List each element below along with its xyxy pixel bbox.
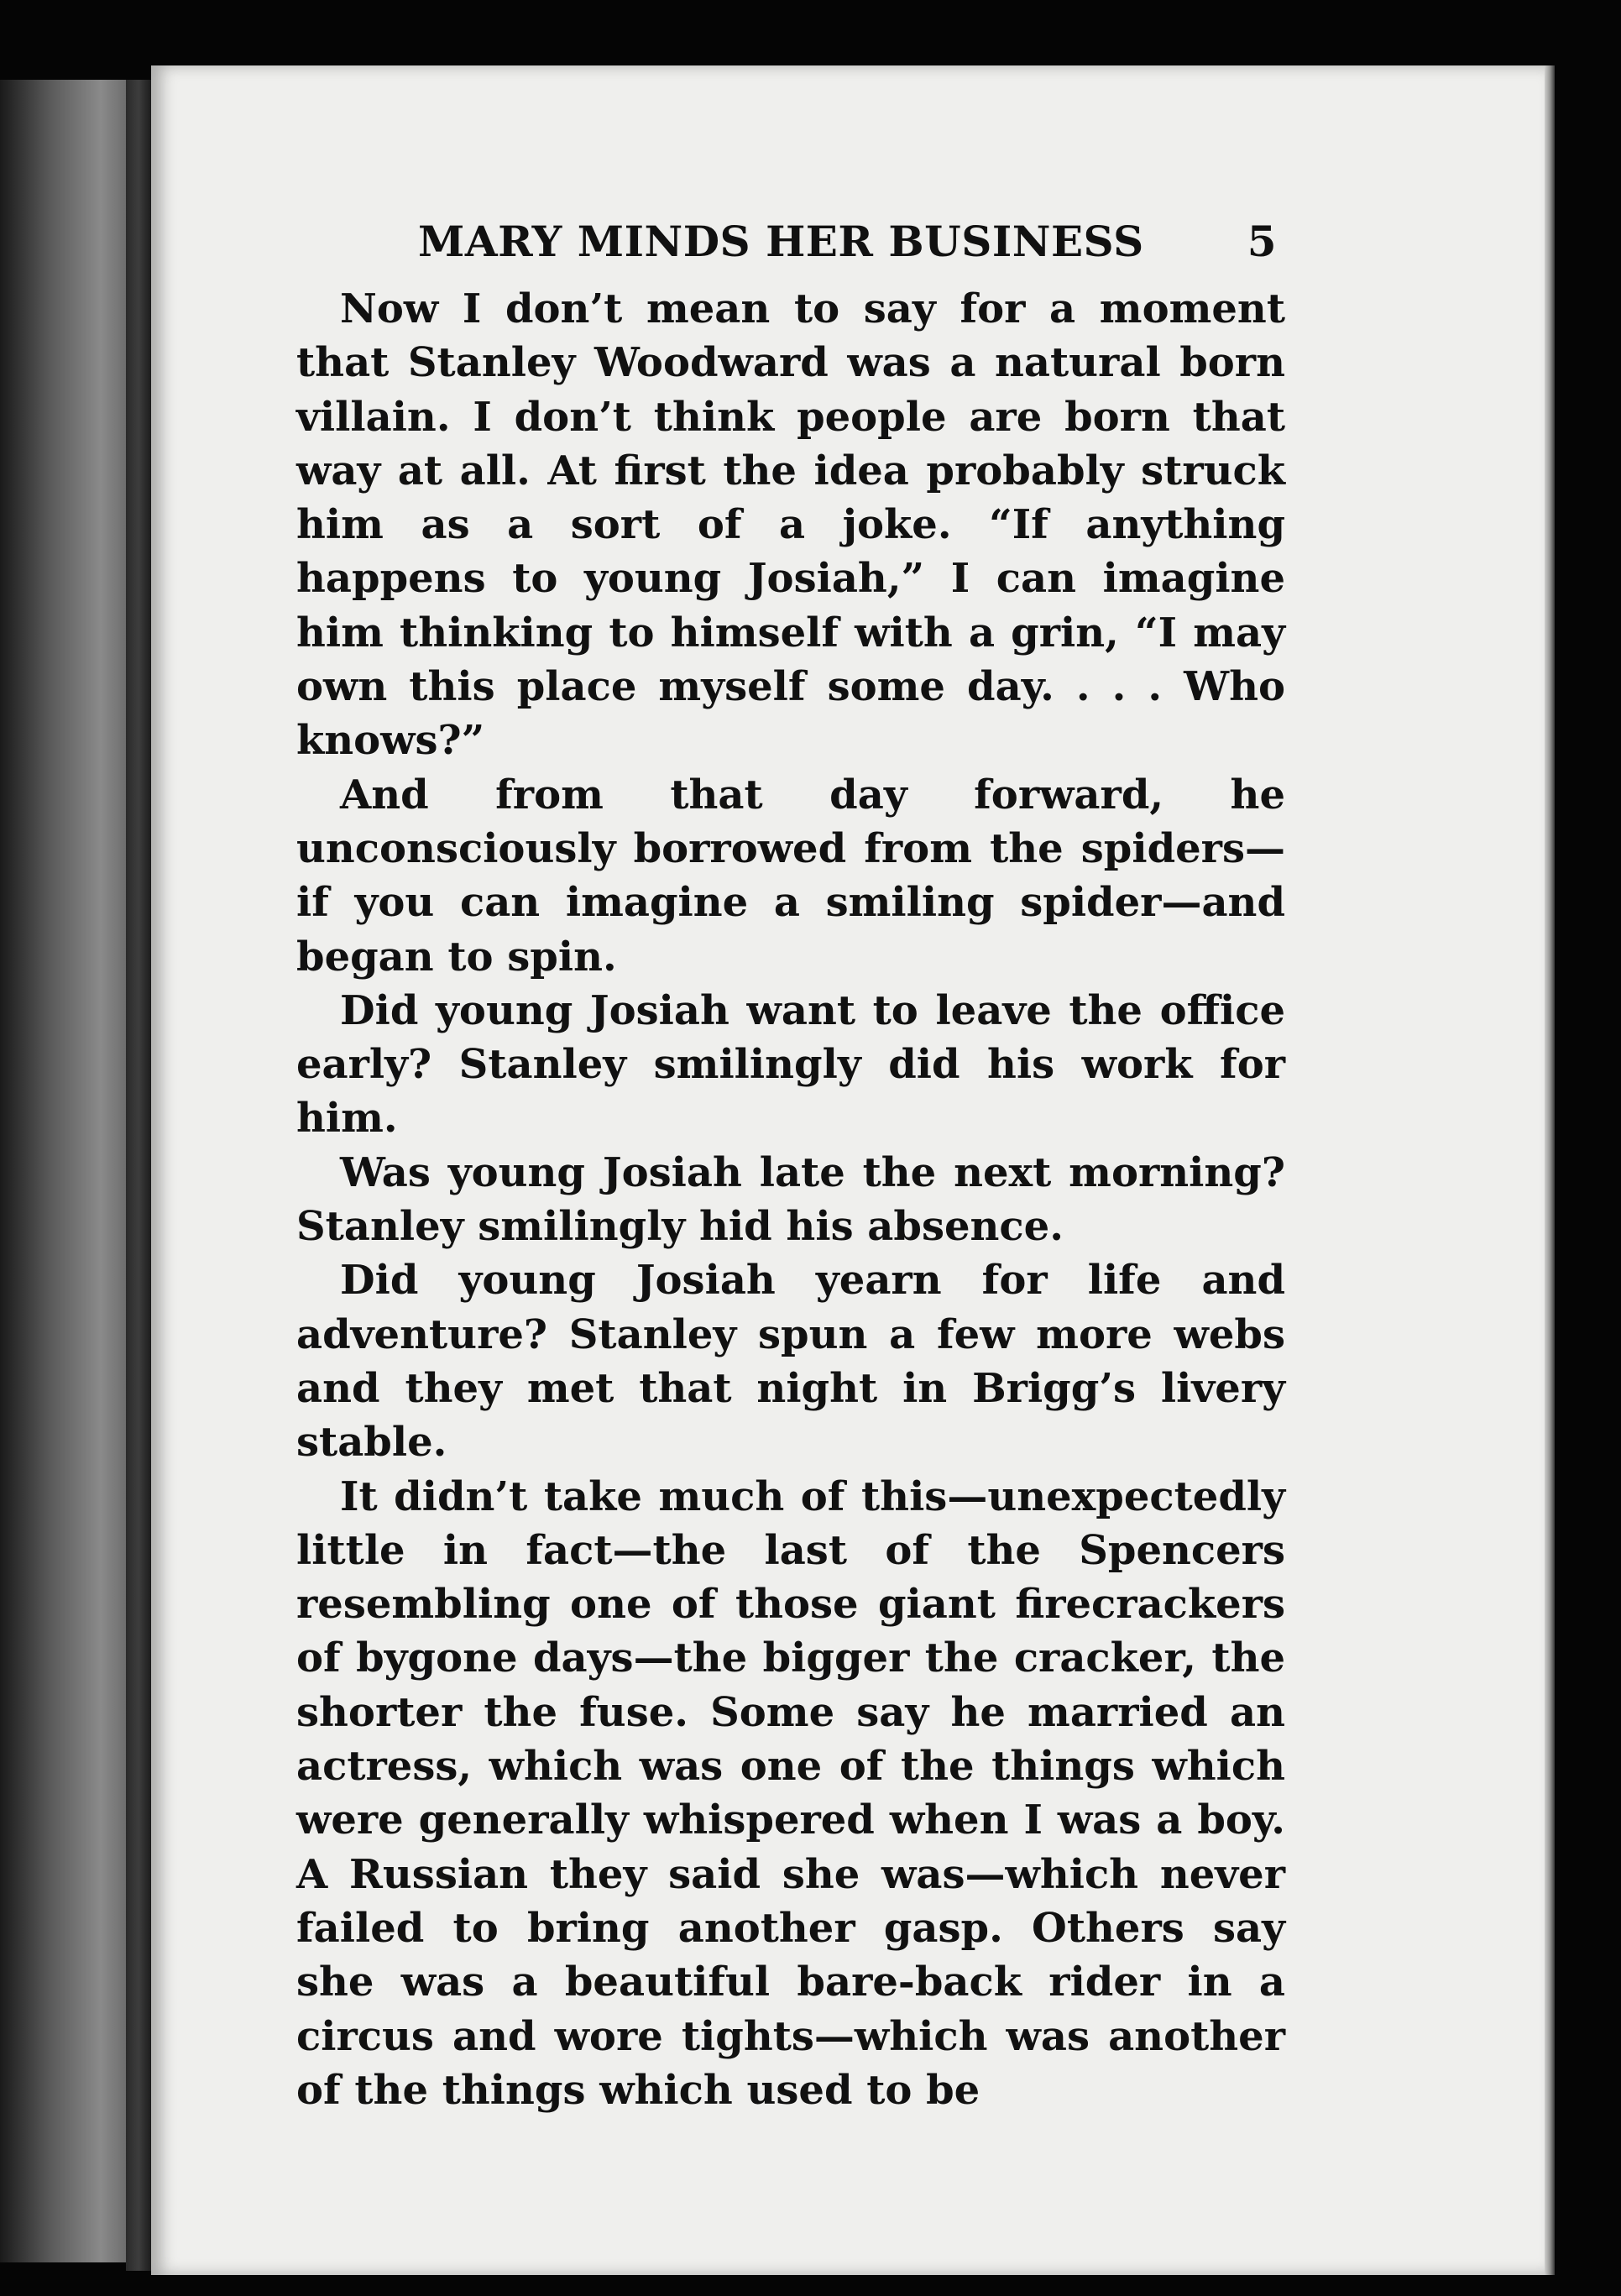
paragraph-4: Was young Josiah late the next morning? Stanley smilingly hid his absence. [296, 1148, 1285, 1251]
left-page-edge [0, 80, 126, 2262]
paragraph-5: Did young Josiah yearn for life and adventure? Stanley spun a few more webs and they met that night in Brigg’s livery stable. [296, 1257, 1285, 1467]
book-spine [126, 80, 151, 2271]
page-number: 5 [1247, 217, 1277, 266]
paragraph-1: Now I don’t mean to say for a moment that Stanley Woodward was a natural born villain. I don’t think people are born that way at all. At first the idea probably struck him as a sort of a joke. “If anything happens to young Josiah,” I can imagine him thinking to himself with a grin, “I may own this place myself some day. . . . Who knows?” [296, 285, 1285, 765]
page-text-block [296, 201, 1285, 2117]
right-page-edge [1545, 65, 1555, 2275]
body-text [296, 282, 1285, 2117]
paragraph-6: It didn’t take much of this—unexpectedly little in fact—the last of the Spencers resembling one of those giant firecrackers of bygone days—the bigger the cracker, the shorter the fuse. Some say he married an actress, which was one of the things which were generally whispered when I was a boy. A Russian they said she was—which never failed to bring another gasp. Others say she was a beautiful bare-back rider in a circus and wore tights—which was another of the things which used to be [296, 1472, 1285, 2114]
paragraph-3: Did young Josiah want to leave the office early? Stanley smilingly did his work for him. [296, 986, 1285, 1143]
page-header [296, 201, 1285, 282]
paragraph-2: And from that day forward, he unconsciously borrowed from the spiders—if you can imagine a smiling spider—and began to spin. [296, 771, 1285, 981]
running-head: MARY MINDS HER BUSINESS [418, 217, 1144, 266]
